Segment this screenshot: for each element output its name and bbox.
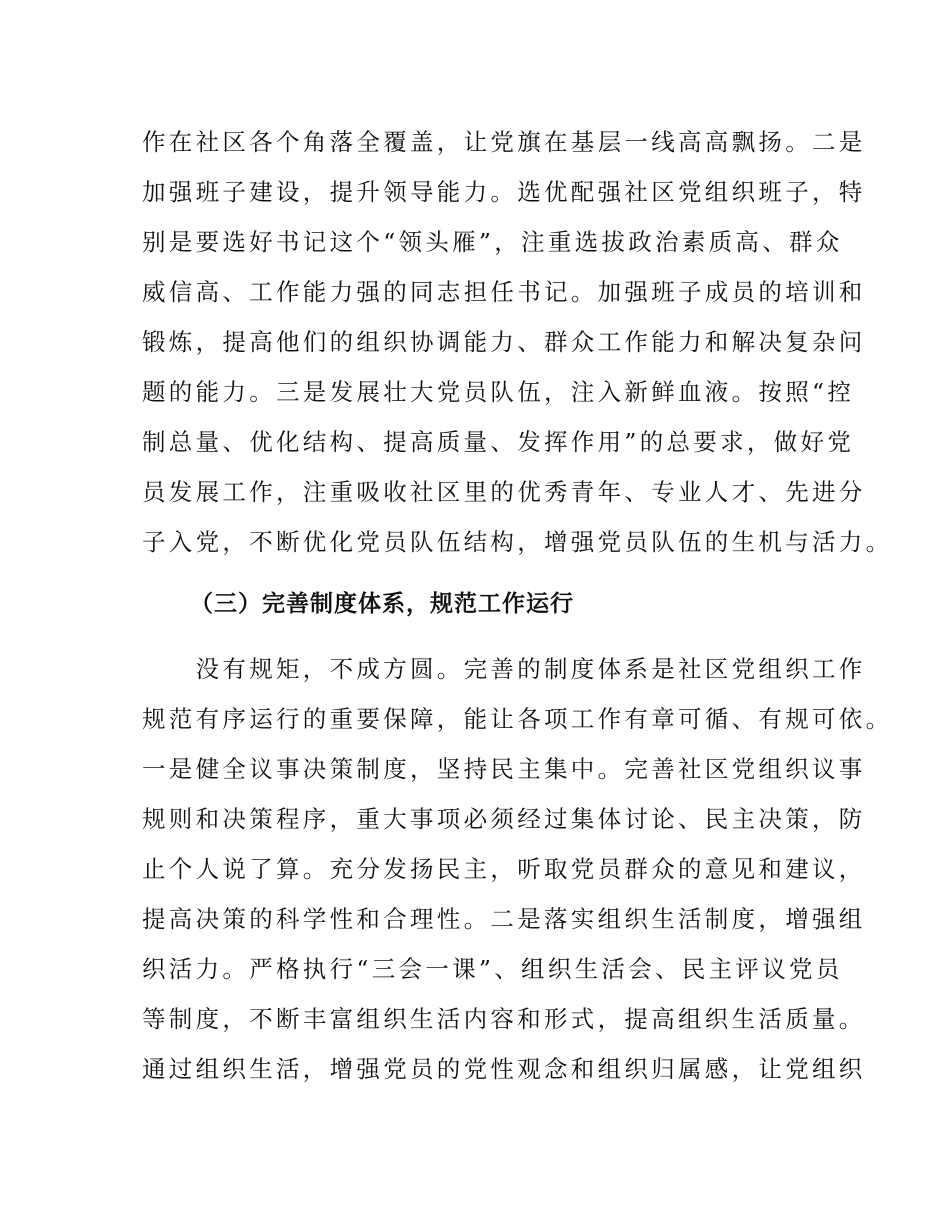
paragraph-line: 止个人说了算。充分发扬民主，听取党员群众的意见和建议， bbox=[142, 855, 866, 883]
paragraph-line: 规则和决策程序，重大事项必须经过集体讨论、民主决策，防 bbox=[142, 805, 866, 833]
paragraph-line: 织活力。严格执行“三会一课”、组织生活会、民主评议党员 bbox=[142, 955, 843, 983]
section-heading: （三）完善制度体系，规范工作运行 bbox=[190, 591, 574, 617]
paragraph-line: 没有规矩，不成方圆。完善的制度体系是社区党组织工作 bbox=[142, 655, 866, 683]
paragraph-line: 等制度，不断丰富组织生活内容和形式，提高组织生活质量。 bbox=[142, 1005, 866, 1033]
paragraph-line: 别是要选好书记这个“领头雁”，注重选拔政治素质高、群众 bbox=[142, 228, 843, 256]
paragraph-line: 题的能力。三是发展壮大党员队伍，注入新鲜血液。按照“控 bbox=[142, 378, 855, 406]
paragraph-line: 提高决策的科学性和合理性。二是落实组织生活制度，增强组 bbox=[142, 905, 866, 933]
paragraph-line: 规范有序运行的重要保障，能让各项工作有章可循、有规可依。 bbox=[142, 705, 893, 733]
paragraph-line: 加强班子建设，提升领导能力。选优配强社区党组织班子，特 bbox=[142, 178, 866, 206]
paragraph-line: 员发展工作，注重吸收社区里的优秀青年、专业人才、先进分 bbox=[142, 478, 866, 506]
paragraph-line: 制总量、优化结构、提高质量、发挥作用”的总要求，做好党 bbox=[142, 428, 855, 456]
paragraph-line: 威信高、工作能力强的同志担任书记。加强班子成员的培训和 bbox=[142, 278, 866, 306]
paragraph-line: 锻炼，提高他们的组织协调能力、群众工作能力和解决复杂问 bbox=[142, 328, 866, 356]
paragraph-line: 通过组织生活，增强党员的党性观念和组织归属感，让党组织 bbox=[142, 1055, 866, 1083]
paragraph-line: 一是健全议事决策制度，坚持民主集中。完善社区党组织议事 bbox=[142, 755, 866, 783]
paragraph-line: 子入党，不断优化党员队伍结构，增强党员队伍的生机与活力。 bbox=[142, 528, 893, 556]
paragraph-line: 作在社区各个角落全覆盖，让党旗在基层一线高高飘扬。二是 bbox=[142, 128, 866, 156]
